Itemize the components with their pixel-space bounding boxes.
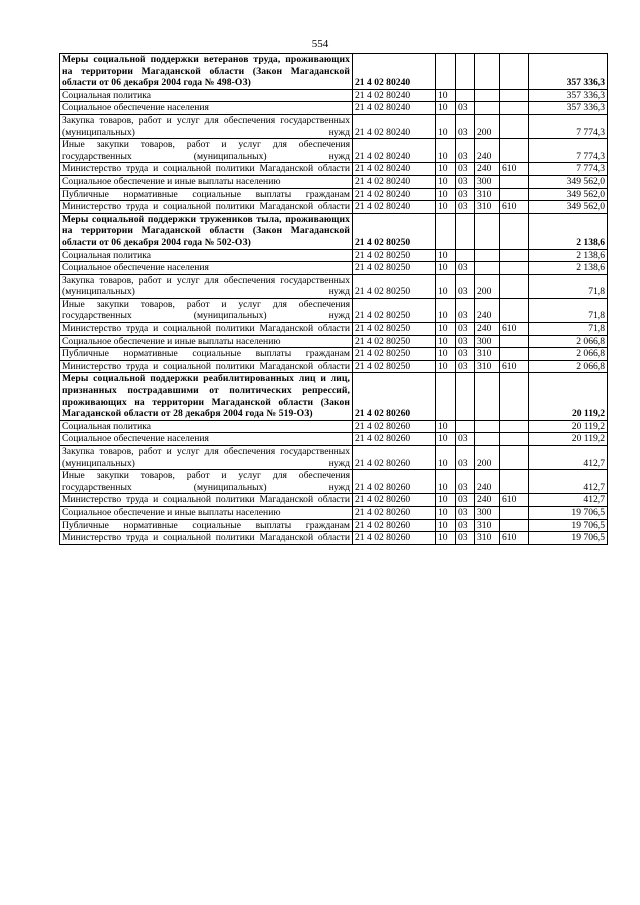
subsection-code: 03 [456,274,475,298]
section-code: 10 [436,506,456,519]
subsection-code [456,373,475,420]
expense-type-code [475,433,500,446]
table-row [60,420,608,433]
subsection-code: 03 [456,348,475,361]
subsection-code: 03 [456,470,475,494]
budget-holder-code [500,348,529,361]
subsection-code [456,249,475,262]
subsection-code: 03 [456,519,475,532]
target-article-code: 21 4 02 80260 [353,446,436,470]
item-name: Министерство труда и социальной политики Магаданской области [60,532,353,545]
expense-type-code: 310 [475,532,500,545]
budget-holder-code [500,188,529,201]
item-name: Социальная политика [60,89,353,102]
table-row [60,323,608,336]
table-row [60,201,608,214]
subsection-code [456,54,475,90]
section-code: 10 [436,102,456,115]
target-article-code: 21 4 02 80260 [353,532,436,545]
item-name: Иные закупки товаров, работ и услуг для обеспечения государственных (муниципальных) нужд [60,139,353,163]
section-code: 10 [436,348,456,361]
expense-type-code: 240 [475,470,500,494]
budget-holder-code: 610 [500,323,529,336]
amount: 20 119,2 [529,373,608,420]
target-article-code: 21 4 02 80250 [353,262,436,275]
section-code: 10 [436,175,456,188]
budget-holder-code [500,175,529,188]
expense-type-code: 310 [475,201,500,214]
item-name: Министерство труда и социальной политики Магаданской области [60,360,353,373]
budget-holder-code: 610 [500,360,529,373]
item-name: Иные закупки товаров, работ и услуг для обеспечения государственных (муниципальных) нужд [60,298,353,322]
section-code: 10 [436,249,456,262]
expense-type-code: 200 [475,274,500,298]
amount: 357 336,3 [529,54,608,90]
section-code: 10 [436,139,456,163]
table-row [60,519,608,532]
table-row [60,298,608,322]
target-article-code: 21 4 02 80250 [353,335,436,348]
section-code [436,54,456,90]
amount: 7 774,3 [529,114,608,138]
subsection-code: 03 [456,360,475,373]
budget-holder-code [500,102,529,115]
section-code: 10 [436,335,456,348]
item-name: Иные закупки товаров, работ и услуг для обеспечения государственных (муниципальных) нужд [60,470,353,494]
table-row [60,433,608,446]
subsection-code: 03 [456,446,475,470]
amount: 19 706,5 [529,519,608,532]
expense-type-code: 310 [475,360,500,373]
target-article-code: 21 4 02 80250 [353,213,436,249]
section-code: 10 [436,420,456,433]
section-code: 10 [436,163,456,176]
item-name: Меры социальной поддержки ветеранов труда, проживающих на территории Магаданской области (Закон Магаданской области от 06 декабря 2004 года № 498-ОЗ) [60,54,353,90]
expense-type-code [475,102,500,115]
budget-holder-code [500,470,529,494]
amount: 349 562,0 [529,188,608,201]
subsection-code: 03 [456,335,475,348]
table-row [60,494,608,507]
subsection-code: 03 [456,188,475,201]
target-article-code: 21 4 02 80260 [353,506,436,519]
budget-table [59,53,608,545]
expense-type-code: 310 [475,348,500,361]
item-name: Социальное обеспечение населения [60,262,353,275]
expense-type-code: 240 [475,323,500,336]
section-code: 10 [436,114,456,138]
expense-type-code: 300 [475,335,500,348]
amount: 349 562,0 [529,175,608,188]
table-section-row [60,54,608,90]
amount: 349 562,0 [529,201,608,214]
target-article-code: 21 4 02 80260 [353,470,436,494]
target-article-code: 21 4 02 80240 [353,163,436,176]
item-name: Публичные нормативные социальные выплаты гражданам [60,519,353,532]
budget-holder-code: 610 [500,494,529,507]
item-name: Социальное обеспечение и иные выплаты населению [60,335,353,348]
item-name: Министерство труда и социальной политики Магаданской области [60,494,353,507]
amount: 2 138,6 [529,249,608,262]
budget-holder-code [500,213,529,249]
budget-holder-code [500,249,529,262]
budget-holder-code [500,506,529,519]
budget-table-body [60,54,608,545]
item-name: Закупка товаров, работ и услуг для обеспечения государственных (муниципальных) нужд [60,274,353,298]
expense-type-code [475,213,500,249]
expense-type-code: 200 [475,114,500,138]
budget-holder-code [500,54,529,90]
amount: 2 138,6 [529,213,608,249]
target-article-code: 21 4 02 80250 [353,348,436,361]
item-name: Социальное обеспечение населения [60,433,353,446]
amount: 71,8 [529,274,608,298]
table-row [60,89,608,102]
table-section-row [60,373,608,420]
table-row [60,102,608,115]
budget-holder-code [500,274,529,298]
expense-type-code: 300 [475,506,500,519]
subsection-code: 03 [456,323,475,336]
subsection-code: 03 [456,175,475,188]
expense-type-code: 240 [475,298,500,322]
amount: 2 066,8 [529,348,608,361]
section-code: 10 [436,470,456,494]
amount: 20 119,2 [529,420,608,433]
page-number: 554 [311,38,329,50]
item-name: Социальная политика [60,420,353,433]
target-article-code: 21 4 02 80260 [353,373,436,420]
item-name: Министерство труда и социальной политики Магаданской области [60,163,353,176]
expense-type-code: 240 [475,163,500,176]
target-article-code: 21 4 02 80250 [353,298,436,322]
table-row [60,262,608,275]
target-article-code: 21 4 02 80240 [353,201,436,214]
budget-holder-code: 610 [500,163,529,176]
subsection-code: 03 [456,506,475,519]
item-name: Социальная политика [60,249,353,262]
target-article-code: 21 4 02 80240 [353,102,436,115]
item-name: Социальное обеспечение и иные выплаты населению [60,506,353,519]
target-article-code: 21 4 02 80250 [353,323,436,336]
subsection-code: 03 [456,494,475,507]
table-row [60,335,608,348]
amount: 412,7 [529,470,608,494]
subsection-code: 03 [456,114,475,138]
amount: 2 138,6 [529,262,608,275]
amount: 2 066,8 [529,360,608,373]
item-name: Закупка товаров, работ и услуг для обеспечения государственных (муниципальных) нужд [60,114,353,138]
target-article-code: 21 4 02 80260 [353,433,436,446]
expense-type-code [475,89,500,102]
subsection-code [456,420,475,433]
subsection-code: 03 [456,433,475,446]
section-code: 10 [436,519,456,532]
expense-type-code: 300 [475,175,500,188]
expense-type-code [475,373,500,420]
item-name: Меры социальной поддержки тружеников тыла, проживающих на территории Магаданской области (Закон Магаданской области от 06 декабря 2004 года № 502-ОЗ) [60,213,353,249]
table-row [60,470,608,494]
table-row [60,163,608,176]
target-article-code: 21 4 02 80240 [353,175,436,188]
table-row [60,139,608,163]
table-row [60,348,608,361]
item-name: Министерство труда и социальной политики Магаданской области [60,323,353,336]
subsection-code: 03 [456,532,475,545]
target-article-code: 21 4 02 80260 [353,494,436,507]
expense-type-code: 240 [475,494,500,507]
section-code: 10 [436,360,456,373]
section-code: 10 [436,323,456,336]
amount: 71,8 [529,323,608,336]
item-name: Публичные нормативные социальные выплаты гражданам [60,348,353,361]
budget-holder-code [500,89,529,102]
item-name: Министерство труда и социальной политики Магаданской области [60,201,353,214]
table-row [60,175,608,188]
item-name: Социальное обеспечение населения [60,102,353,115]
amount: 7 774,3 [529,139,608,163]
budget-holder-code [500,262,529,275]
subsection-code [456,89,475,102]
amount: 71,8 [529,298,608,322]
table-row [60,249,608,262]
section-code: 10 [436,201,456,214]
item-name: Закупка товаров, работ и услуг для обеспечения государственных (муниципальных) нужд [60,446,353,470]
amount: 19 706,5 [529,532,608,545]
item-name: Меры социальной поддержки реабилитированных лиц и лиц, признанных пострадавшими от политических репрессий, проживающих на территории Магаданской области (Закон Магаданской области от 28 декабря 2004 года № 519-ОЗ) [60,373,353,420]
amount: 20 119,2 [529,433,608,446]
expense-type-code [475,249,500,262]
budget-holder-code [500,433,529,446]
section-code: 10 [436,433,456,446]
budget-holder-code [500,335,529,348]
table-row [60,532,608,545]
amount: 412,7 [529,494,608,507]
budget-holder-code: 610 [500,532,529,545]
expense-type-code [475,420,500,433]
amount: 2 066,8 [529,335,608,348]
item-name: Социальное обеспечение и иные выплаты населению [60,175,353,188]
target-article-code: 21 4 02 80240 [353,89,436,102]
subsection-code: 03 [456,201,475,214]
section-code: 10 [436,532,456,545]
target-article-code: 21 4 02 80240 [353,114,436,138]
section-code: 10 [436,262,456,275]
subsection-code: 03 [456,262,475,275]
subsection-code: 03 [456,102,475,115]
section-code [436,373,456,420]
table-row [60,274,608,298]
budget-holder-code [500,114,529,138]
subsection-code: 03 [456,139,475,163]
subsection-code [456,213,475,249]
section-code: 10 [436,298,456,322]
expense-type-code: 310 [475,519,500,532]
section-code: 10 [436,446,456,470]
target-article-code: 21 4 02 80260 [353,420,436,433]
section-code: 10 [436,494,456,507]
table-row [60,360,608,373]
amount: 357 336,3 [529,102,608,115]
budget-holder-code [500,139,529,163]
target-article-code: 21 4 02 80240 [353,188,436,201]
section-code: 10 [436,89,456,102]
expense-type-code: 200 [475,446,500,470]
section-code: 10 [436,274,456,298]
table-section-row [60,213,608,249]
target-article-code: 21 4 02 80260 [353,519,436,532]
amount: 7 774,3 [529,163,608,176]
table-row [60,114,608,138]
expense-type-code [475,54,500,90]
budget-holder-code [500,446,529,470]
item-name: Публичные нормативные социальные выплаты гражданам [60,188,353,201]
table-row [60,446,608,470]
amount: 19 706,5 [529,506,608,519]
target-article-code: 21 4 02 80250 [353,274,436,298]
budget-holder-code [500,519,529,532]
expense-type-code: 240 [475,139,500,163]
table-row [60,188,608,201]
section-code [436,213,456,249]
expense-type-code [475,262,500,275]
budget-holder-code [500,298,529,322]
target-article-code: 21 4 02 80240 [353,54,436,90]
amount: 412,7 [529,446,608,470]
subsection-code: 03 [456,298,475,322]
target-article-code: 21 4 02 80240 [353,139,436,163]
target-article-code: 21 4 02 80250 [353,249,436,262]
budget-holder-code [500,373,529,420]
expense-type-code: 310 [475,188,500,201]
table-row [60,506,608,519]
budget-holder-code [500,420,529,433]
amount: 357 336,3 [529,89,608,102]
section-code: 10 [436,188,456,201]
subsection-code: 03 [456,163,475,176]
budget-holder-code: 610 [500,201,529,214]
target-article-code: 21 4 02 80250 [353,360,436,373]
